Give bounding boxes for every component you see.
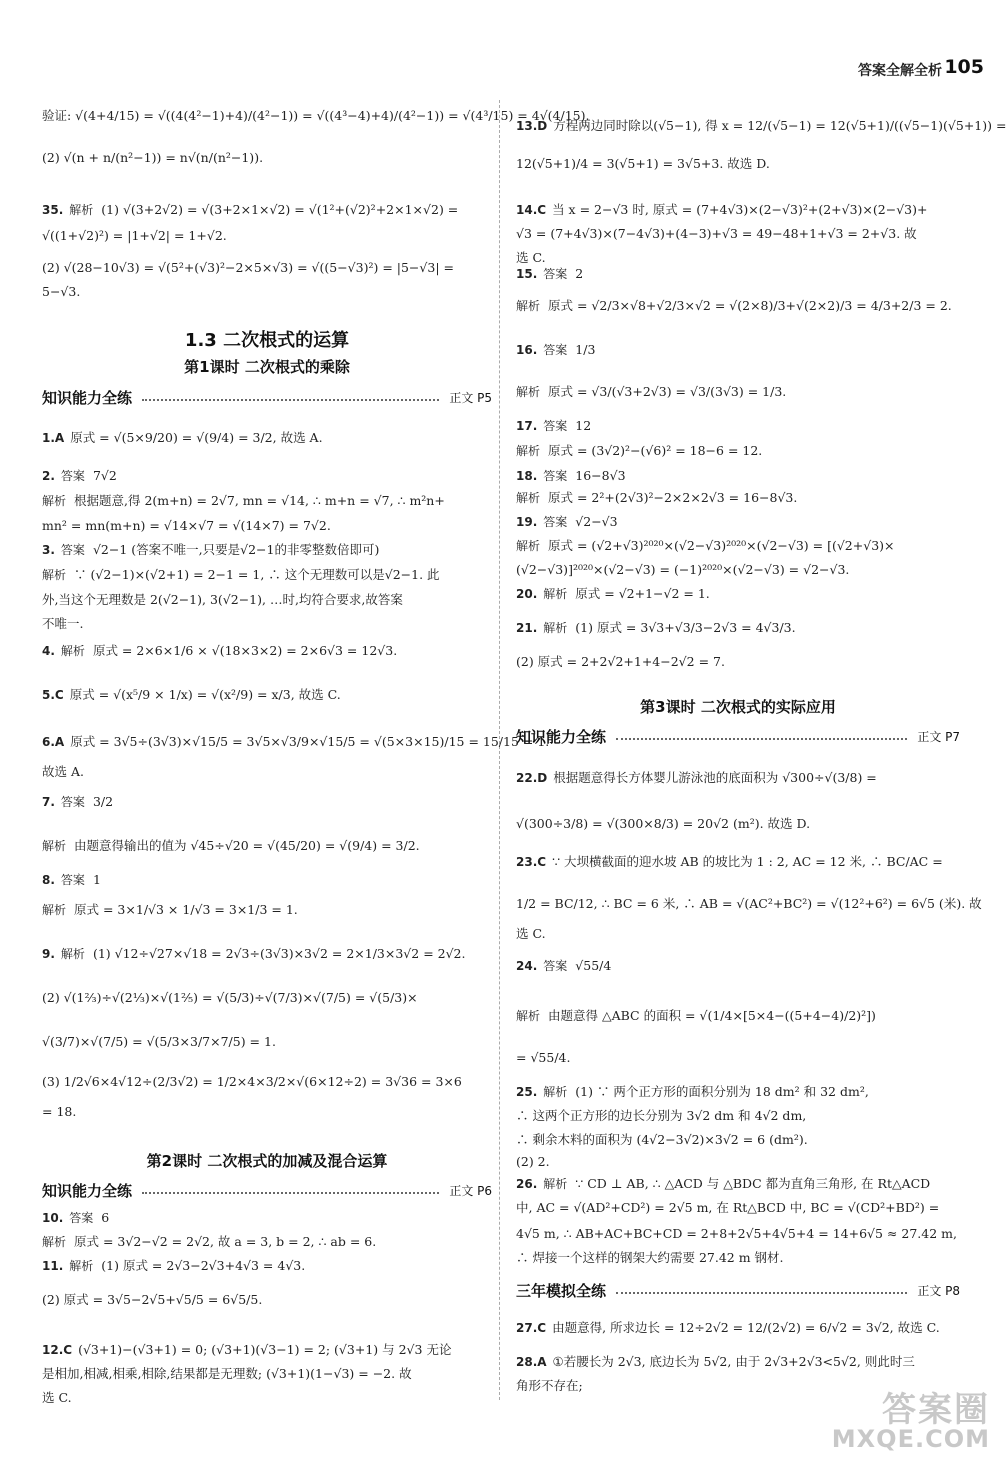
question-number: 13.D (516, 119, 548, 133)
question-number: 27.C (516, 1321, 547, 1335)
answer-line (516, 342, 960, 359)
watermark-logo: 答案圈 (882, 1390, 990, 1430)
answer-text: (2) 原式 = 2+2√2+1+4−2√2 = 7. (516, 654, 725, 669)
answer-text: √3 = (7+4√3)×(7−4√3)+(4−3)+√3 = 49−48+1+√3 = 2+√3. 故 (516, 226, 917, 241)
answer-text: ∴ 焊接一个这样的钢架大约需要 27.42 m 钢材. (516, 1250, 784, 1265)
answer-keyword: 解析 (543, 621, 568, 635)
answer-keyword: 解析 (42, 839, 67, 853)
question-number: 23.C (516, 855, 547, 869)
answer-text: 是相加,相减,相乘,相除,结果都是无理数; (√3+1)(1−√3) = −2. 故 (42, 1366, 412, 1381)
answer-keyword: 答案 (543, 267, 568, 281)
answer-line (516, 1008, 960, 1025)
answer-line (516, 562, 960, 579)
answer-line (42, 838, 492, 855)
answer-line (42, 990, 492, 1007)
band-title: 三年模拟全练 (516, 1282, 607, 1300)
answer-line (42, 468, 492, 485)
answer-text: 6 (101, 1210, 110, 1225)
answer-line (42, 430, 492, 447)
answer-text: (√2−√3)]²⁰²⁰×(√2−√3) = (−1)²⁰²⁰×(√2−√3) = √2−√3. (516, 562, 850, 577)
answer-line (516, 202, 960, 219)
answer-line (42, 1104, 492, 1121)
answer-keyword: 解析 (543, 1085, 568, 1099)
band-title: 知识能力全练 (516, 728, 607, 746)
answer-keyword: 答案 (543, 959, 568, 973)
answer-keyword: 答案 (60, 873, 85, 887)
answer-line (516, 250, 960, 267)
answer-line (42, 794, 492, 811)
answer-line (42, 1074, 492, 1091)
answer-text: ∴ 剩余木料的面积为 (4√2−3√2)×3√2 = 6 (dm²). (516, 1132, 808, 1147)
answer-text: (2) 原式 = 3√5−2√5+√5/5 = 6√5/5. (42, 1292, 263, 1307)
answer-text: mn² = mn(m+n) = √14×√7 = √(14×7) = 7√2. (42, 518, 331, 533)
answer-line (516, 654, 960, 671)
answer-line (516, 1320, 960, 1337)
question-number: 3. (42, 543, 55, 557)
answer-text: √(300÷3/8) = √(300×8/3) = 20√2 (m²). 故选 D. (516, 816, 811, 831)
answer-text: (√3+1)−(√3+1) = 0; (√3+1)(√3−1) = 2; (√3+1) 与 2√3 无论 (78, 1342, 452, 1357)
question-number: 19. (516, 515, 538, 529)
answer-text: 选 C. (516, 926, 546, 941)
answer-line (42, 150, 492, 167)
answer-text: ∵ CD ⊥ AB, ∴ △ACD 与 △BDC 都为直角三角形, 在 Rt△ACD (575, 1176, 931, 1191)
exercise-band (42, 1180, 492, 1201)
answer-keyword: 答案 (543, 515, 568, 529)
question-number: 28.A (516, 1355, 547, 1369)
answer-text: 16−8√3 (575, 468, 626, 483)
question-number: 18. (516, 469, 538, 483)
answer-line (516, 1354, 960, 1371)
answer-text: 选 C. (42, 1390, 72, 1405)
answer-text: 12 (575, 418, 592, 433)
answer-line (516, 816, 960, 833)
question-number: 4. (42, 644, 55, 658)
question-number: 22.D (516, 771, 548, 785)
answer-line (42, 734, 550, 751)
answer-line (42, 518, 492, 535)
answer-line (516, 770, 960, 787)
page-reference: 正文 P6 (449, 1184, 492, 1198)
answer-text: 3/2 (92, 794, 114, 809)
answer-text: 外,当这个无理数是 2(√2−1), 3(√2−1), …时,均符合要求,故答案 (42, 592, 403, 607)
question-number: 6.A (42, 735, 65, 749)
answer-line (516, 1200, 960, 1217)
answer-line (42, 260, 492, 277)
answer-line (516, 298, 960, 315)
answer-text: 7√2 (92, 468, 117, 483)
answer-keyword: 答案 (60, 795, 85, 809)
band-title: 知识能力全练 (42, 389, 133, 407)
answer-text: 5−√3. (42, 284, 81, 299)
answer-line (42, 643, 492, 660)
question-number: 11. (42, 1259, 64, 1273)
exercise-band (42, 387, 492, 408)
answer-line (42, 202, 492, 219)
answer-line (516, 418, 960, 435)
lesson-title: 第1课时 二次根式的乘除 (184, 358, 350, 376)
question-number: 10. (42, 1211, 64, 1225)
answer-text: ∴ 这两个正方形的边长分别为 3√2 dm 和 4√2 dm, (516, 1108, 807, 1123)
answer-text: √2−1 (答案不唯一,只要是√2−1的非零整数倍即可) (92, 542, 380, 557)
answer-line (516, 266, 960, 283)
answer-line (42, 946, 492, 963)
answer-text: √((1+√2)²) = |1+√2| = 1+√2. (42, 228, 227, 243)
answer-line (42, 493, 492, 510)
answer-text: (1) ∵ 两个正方形的面积分别为 18 dm² 和 32 dm², (575, 1084, 869, 1099)
answer-text: 2 (575, 266, 584, 281)
answer-line (516, 620, 960, 637)
answer-line (42, 228, 492, 245)
answer-keyword: 解析 (516, 1009, 541, 1023)
answer-text: (3) 1/2√6×4√12÷(2/3√2) = 1/2×4×3/2×√(6×12÷2) = 3√36 = 3×6 (42, 1074, 462, 1089)
answer-text: 原式 = 3√2−√2 = 2√2, 故 a = 3, b = 2, ∴ ab = 6. (74, 1234, 377, 1249)
answer-text: 不唯一. (42, 616, 84, 631)
answer-line (42, 1342, 492, 1359)
answer-text: 方程两边同时除以(√5−1), 得 x = 12/(√5−1) = 12(√5+1)/((√5−1)(√5+1)) = (553, 118, 1006, 133)
answer-text: 12(√5+1)/4 = 3(√5+1) = 3√5+3. 故选 D. (516, 156, 770, 171)
answer-text: (1) 原式 = 2√3−2√3+4√3 = 4√3. (101, 1258, 306, 1273)
page-reference: 正文 P8 (917, 1284, 960, 1298)
answer-text: 原式 = √(5×9/20) = √(9/4) = 3/2, 故选 A. (70, 430, 323, 445)
answer-text: 原式 = 3√5÷(3√3)×√15/5 = 3√5×√3/9×√15/5 = √(5×3×15)/15 = 15/15 = 1. (70, 734, 550, 749)
answer-line (516, 118, 1006, 135)
answer-keyword: 解析 (543, 587, 568, 601)
question-number: 5.C (42, 688, 64, 702)
answer-text: = √55/4. (516, 1050, 571, 1065)
answer-line (42, 1366, 492, 1383)
answer-text: 根据题意,得 2(m+n) = 2√7, mn = √14, ∴ m+n = √7, ∴ m²n+ (74, 493, 445, 508)
answer-text: 当 x = 2−√3 时, 原式 = (7+4√3)×(2−√3)²+(2+√3)×(2−√3)+ (552, 202, 928, 217)
question-number: 24. (516, 959, 538, 973)
answer-text: 1/2 = BC/12, ∴ BC = 6 米, ∴ AB = √(AC²+BC²) = √(12²+6²) = 6√5 (米). 故 (516, 896, 982, 911)
answer-line (42, 1258, 492, 1275)
answer-keyword: 解析 (516, 539, 541, 553)
answer-keyword: 解析 (60, 947, 85, 961)
answer-keyword: 解析 (42, 568, 67, 582)
band-dotted-rule (616, 738, 907, 740)
answer-keyword: 答案 (69, 1211, 94, 1225)
answer-text: (1) √12÷√27×√18 = 2√3÷(3√3)×3√2 = 2×1/3×3√2 = 2√2. (92, 946, 466, 961)
question-number: 8. (42, 873, 55, 887)
answer-line (516, 1250, 960, 1267)
answer-keyword: 答案 (543, 343, 568, 357)
answer-line (42, 1234, 492, 1251)
band-title: 知识能力全练 (42, 1182, 133, 1200)
answer-line (42, 616, 492, 633)
answer-line (42, 284, 492, 301)
question-number: 12.C (42, 1343, 73, 1357)
answer-keyword: 解析 (516, 491, 541, 505)
answer-line (42, 1034, 492, 1051)
answer-text: 原式 = (3√2)²−(√6)² = 18−6 = 12. (548, 443, 763, 458)
answer-keyword: 解析 (42, 903, 67, 917)
answer-line (42, 1292, 492, 1309)
answer-keyword: 答案 (543, 419, 568, 433)
answer-text: (2) √(1⅔)÷√(2⅓)×√(1⅖) = √(5/3)÷√(7/3)×√(7/5) = √(5/3)× (42, 990, 418, 1005)
answer-line (42, 1390, 492, 1407)
answer-text: (1) 原式 = 3√3+√3/3−2√3 = 4√3/3. (575, 620, 796, 635)
column-divider (499, 100, 500, 1400)
answer-line (42, 567, 492, 584)
answer-text: 原式 = √(x⁵/9 × 1/x) = √(x²/9) = x/3, 故选 C. (69, 687, 341, 702)
answer-line (42, 108, 590, 125)
answer-keyword: 答案 (60, 469, 85, 483)
lesson-title: 第2课时 二次根式的加减及混合运算 (146, 1152, 388, 1170)
answer-line (516, 958, 960, 975)
question-number: 16. (516, 343, 538, 357)
answer-line (42, 687, 492, 704)
answer-text: √2−√3 (575, 514, 618, 529)
answer-line (42, 542, 492, 559)
answer-line (516, 1050, 960, 1067)
answer-text: 1/3 (575, 342, 596, 357)
answer-line (516, 1176, 960, 1193)
answer-text: 原式 = 2²+(2√3)²−2×2×2√3 = 16−8√3. (548, 490, 798, 505)
answer-line (516, 468, 960, 485)
band-dotted-rule (142, 1192, 439, 1194)
answer-line (516, 896, 982, 913)
answer-keyword: 解析 (69, 203, 94, 217)
answer-line (516, 586, 960, 603)
answer-keyword: 解析 (516, 299, 541, 313)
band-dotted-rule (142, 399, 439, 401)
answer-keyword: 解析 (516, 444, 541, 458)
answer-text: 中, AC = √(AD²+CD²) = 2√5 m, 在 Rt△BCD 中, BC = √(CD²+BD²) = (516, 1200, 940, 1215)
answer-text: 验证: √(4+4/15) = √((4(4²−1)+4)/(4²−1)) = √((4³−4)+4)/(4²−1)) = √(4³/15) = 4√(4/15). (42, 108, 590, 123)
answer-keyword: 答案 (543, 469, 568, 483)
answer-text: ①若腰长为 2√3, 底边长为 5√2, 由于 2√3+2√3<5√2, 则此时三 (552, 1354, 915, 1369)
answer-line (516, 854, 960, 871)
answer-text: 1 (92, 872, 101, 887)
band-dotted-rule (616, 1292, 907, 1294)
answer-keyword: 解析 (42, 1235, 67, 1249)
answer-text: (2) √(28−10√3) = √(5²+(√3)²−2×5×√3) = √((5−√3)²) = |5−√3| = (42, 260, 454, 275)
answer-text: 由题意得 △ABC 的面积 = √(1/4×[5×4−((5+4−4)/2)²]) (548, 1008, 876, 1023)
answer-text: 根据题意得长方体婴儿游泳池的底面积为 √300÷√(3/8) = (553, 770, 877, 785)
answer-line (42, 1210, 492, 1227)
answer-line (516, 1226, 960, 1243)
page-header (0, 0, 1000, 100)
answer-line (516, 490, 960, 507)
answer-text: 故选 A. (42, 764, 84, 779)
answer-text: 原式 = (√2+√3)²⁰²⁰×(√2−√3)²⁰²⁰×(√2−√3) = [(√2+√3)× (548, 538, 895, 553)
answer-text: 角形不存在; (516, 1378, 583, 1393)
answer-text: √55/4 (575, 958, 612, 973)
question-number: 15. (516, 267, 538, 281)
answer-line (516, 384, 960, 401)
answer-text: 选 C. (516, 250, 546, 265)
answer-text: 原式 = √3/(√3+2√3) = √3/(3√3) = 1/3. (548, 384, 787, 399)
answer-text: = 18. (42, 1104, 77, 1119)
question-number: 25. (516, 1085, 538, 1099)
answer-keyword: 解析 (60, 644, 85, 658)
answer-keyword: 解析 (69, 1259, 94, 1273)
page-number: 105 (944, 56, 984, 78)
answer-line (516, 226, 960, 243)
answer-line (516, 1108, 960, 1125)
answer-keyword: 答案 (60, 543, 85, 557)
page-reference: 正文 P5 (449, 391, 492, 405)
answer-line (516, 1154, 960, 1171)
answer-text: 原式 = 3×1/√3 × 1/√3 = 3×1/3 = 1. (74, 902, 298, 917)
question-number: 26. (516, 1177, 538, 1191)
answer-text: 由题意得输出的值为 √45÷√20 = √(45/20) = √(9/4) = 3/2. (74, 838, 420, 853)
question-number: 2. (42, 469, 55, 483)
answer-line (516, 1084, 960, 1101)
answer-text: √(3/7)×√(7/5) = √(5/3×3/7×7/5) = 1. (42, 1034, 276, 1049)
answer-keyword: 解析 (42, 494, 67, 508)
answer-text: 原式 = 2×6×1/6 × √(18×3×2) = 2×6√3 = 12√3. (92, 643, 398, 658)
question-number: 20. (516, 587, 538, 601)
watermark-url: MXQE.COM (831, 1425, 990, 1453)
section-title: 1.3 二次根式的运算 (184, 330, 350, 351)
watermark (831, 1390, 990, 1453)
answer-text: 原式 = √2+1−√2 = 1. (575, 586, 710, 601)
question-number: 1.A (42, 431, 65, 445)
answer-keyword: 解析 (543, 1177, 568, 1191)
question-number: 7. (42, 795, 55, 809)
exercise-band (516, 1280, 960, 1301)
answer-text: ∵ (√2−1)×(√2+1) = 2−1 = 1, ∴ 这个无理数可以是√2−1. 此 (74, 567, 440, 582)
lesson-title: 第3课时 二次根式的实际应用 (640, 698, 836, 716)
answer-text: (1) √(3+2√2) = √(3+2×1×√2) = √(1²+(√2)²+2×1×√2) = (101, 202, 459, 217)
answer-line (516, 156, 960, 173)
answer-text: 原式 = √2/3×√8+√2/3×√2 = √(2×8)/3+√(2×2)/3 = 4/3+2/3 = 2. (548, 298, 952, 313)
header-title: 答案全解全析 (858, 63, 942, 79)
answer-text: (2) 2. (516, 1154, 550, 1169)
question-number: 35. (42, 203, 64, 217)
answer-line (516, 514, 960, 531)
answer-line (42, 902, 492, 919)
exercise-band (516, 726, 960, 747)
question-number: 9. (42, 947, 55, 961)
answer-line (516, 443, 960, 460)
answer-line (42, 872, 492, 889)
answer-text: (2) √(n + n/(n²−1)) = n√(n/(n²−1)). (42, 150, 264, 165)
answer-line (516, 926, 960, 943)
answer-keyword: 解析 (516, 385, 541, 399)
question-number: 14.C (516, 203, 547, 217)
answer-text: ∵ 大坝横截面的迎水坡 AB 的坡比为 1 : 2, AC = 12 米, ∴ BC/AC = (552, 854, 943, 869)
answer-text: 由题意得, 所求边长 = 12÷2√2 = 12/(2√2) = 6/√2 = 3√2, 故选 C. (552, 1320, 940, 1335)
question-number: 17. (516, 419, 538, 433)
question-number: 21. (516, 621, 538, 635)
answer-line (516, 538, 960, 555)
answer-text: 4√5 m, ∴ AB+AC+BC+CD = 2+8+2√5+4√5+4 = 14+6√5 ≈ 27.42 m, (516, 1226, 957, 1241)
answer-line (42, 592, 492, 609)
answer-line (42, 764, 492, 781)
answer-line (516, 1132, 960, 1149)
page-reference: 正文 P7 (917, 730, 960, 744)
